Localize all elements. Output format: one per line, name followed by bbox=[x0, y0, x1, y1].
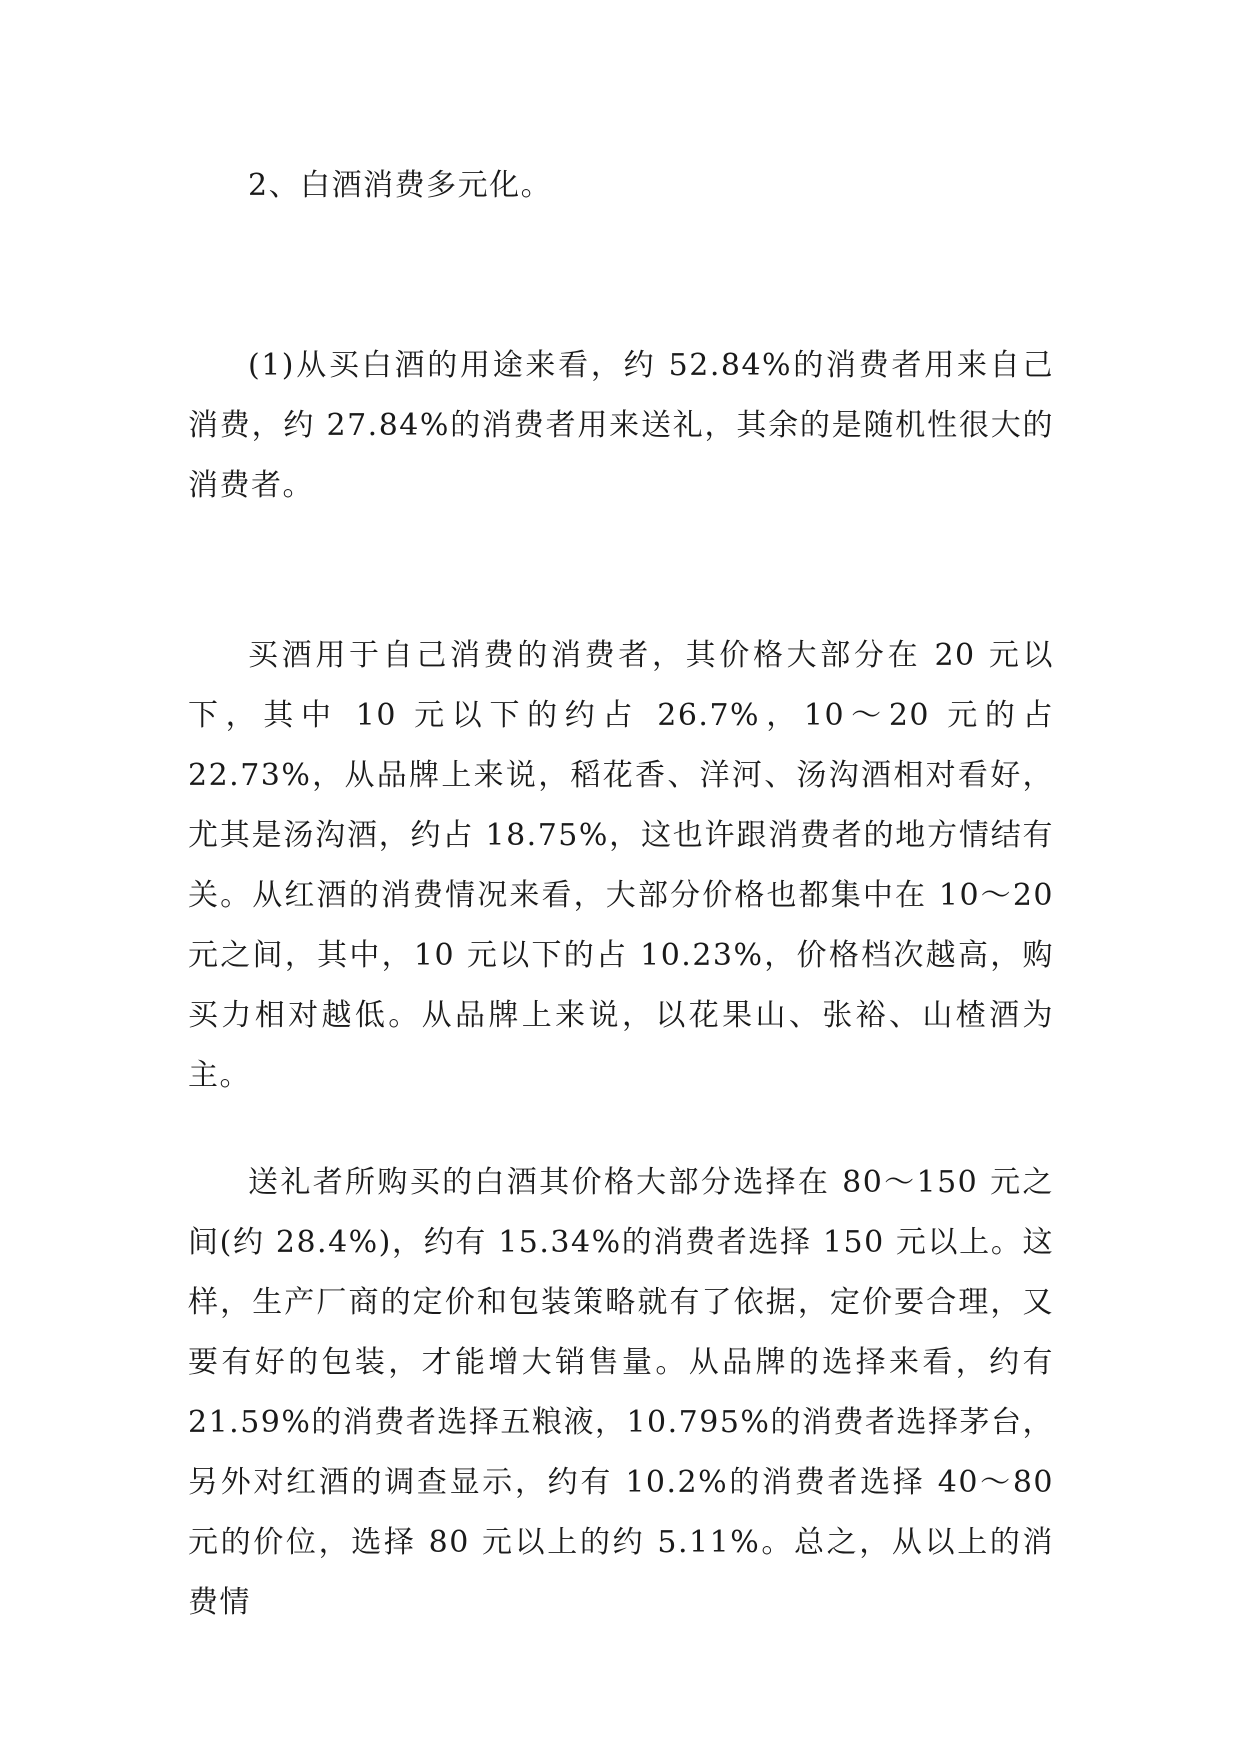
paragraph-purpose: (1)从买白酒的用途来看，约 52.84%的消费者用来自己消费，约 27.84%的消费者用来送礼，其余的是随机性很大的消费者。 bbox=[188, 348, 1054, 503]
paragraph-gift-consumption: 送礼者所购买的白酒其价格大部分选择在 80～150 元之间(约 28.4%)，约有 15.34%的消费者选择 150 元以上。这样，生产厂商的定价和包装策略就有了依据，定价要合理，又要有好的包装，才能增大销售量。从品牌的选择来看，约有 21.59%的消费者选择五粮液，10.795%的消费者选择茅台，另外对红酒的调查显示，约有 10.2%的消费者选择 40～80 元的价位，选择 80 元以上的约 5.11%。总之，从以上的消费情 bbox=[188, 1165, 1054, 1620]
section-heading: 2、白酒消费多元化。 bbox=[248, 168, 553, 203]
paragraph-self-consumption: 买酒用于自己消费的消费者，其价格大部分在 20 元以下，其中 10 元以下的约占 26.7%，10～20 元的占 22.73%，从品牌上来说，稻花香、洋河、汤沟酒相对看好，尤其是汤沟酒，约占 18.75%，这也许跟消费者的地方情结有关。从红酒的消费情况来看，大部分价格也都集中在 10～20 元之间，其中，10 元以下的占 10.23%，价格档次越高，购买力相对越低。从品牌上来说，以花果山、张裕、山楂酒为主。 bbox=[188, 638, 1054, 1093]
